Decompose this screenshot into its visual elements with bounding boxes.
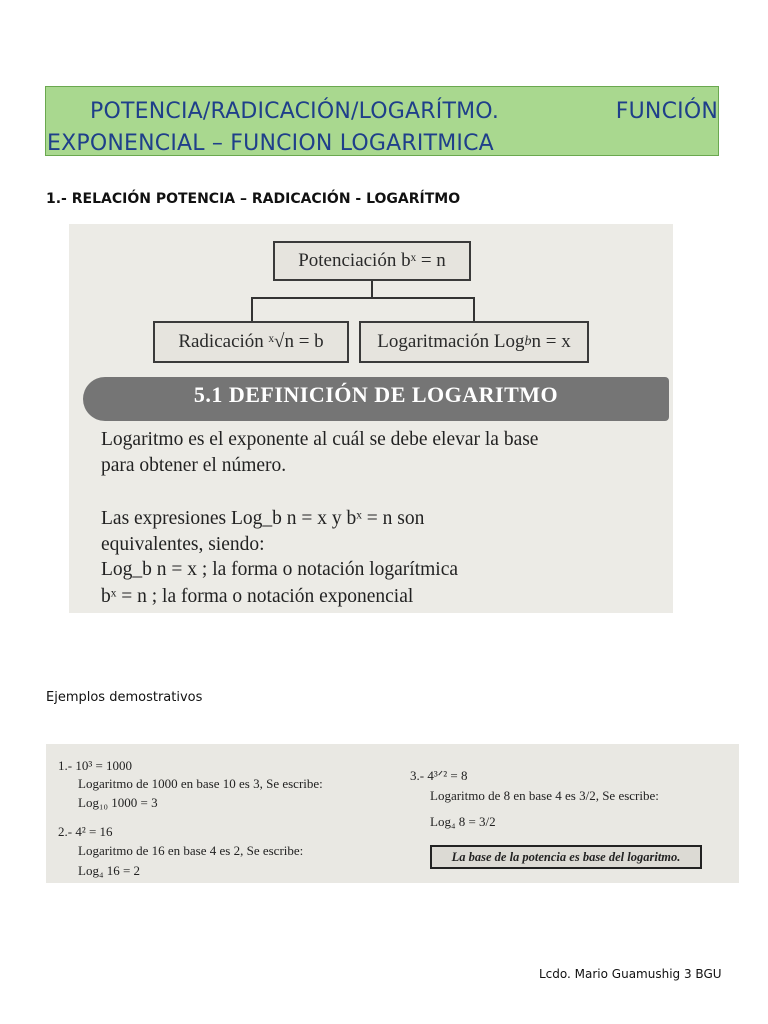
definition-line-3: Las expresiones Log_b n = x y bˣ = n son xyxy=(101,508,425,529)
definition-banner xyxy=(83,377,669,421)
title-part-right: FUNCIÓN xyxy=(615,99,718,124)
definition-line-6: bˣ = n ; la forma o notación exponencial xyxy=(101,586,414,607)
potenciacion-box: Potenciación bˣ = n xyxy=(273,241,471,281)
example-2-text: Logaritmo de 16 en base 4 es 2, Se escribe: xyxy=(78,843,304,858)
example-1-equation: 1.- 10³ = 1000 xyxy=(58,758,133,773)
definition-line-4: equivalentes, siendo: xyxy=(101,534,265,555)
base-note-box: La base de la potencia es base del logaritmo. xyxy=(430,845,702,869)
logaritmacion-base: b xyxy=(524,334,532,349)
section-heading: 1.- RELACIÓN POTENCIA – RADICACIÓN - LOGARÍTMO xyxy=(46,191,461,207)
example-1-log: Log₁₀ 1000 = 3 xyxy=(78,795,158,810)
definition-line-5: Log_b n = x ; la forma o notación logarítmica xyxy=(101,559,459,580)
radicacion-box: Radicación ˣ√n = b xyxy=(153,321,349,363)
definition-line-2: para obtener el número. xyxy=(101,455,287,476)
banner-title: 5.1 DEFINICIÓN DE LOGARITMO xyxy=(193,382,559,407)
examples-label: Ejemplos demostrativos xyxy=(46,690,203,705)
scanned-image-examples xyxy=(46,744,739,883)
connector-left xyxy=(251,297,253,321)
logaritmacion-label: Logaritmación Log xyxy=(377,331,525,352)
logaritmacion-tail: n = x xyxy=(531,331,571,352)
definition-line-1: Logaritmo es el exponente al cuál se debe elevar la base xyxy=(101,429,539,450)
connector-vertical xyxy=(371,281,373,298)
example-3-log: Log₄ 8 = 3/2 xyxy=(430,814,496,829)
example-3-equation: 3.- 4³ᐟ² = 8 xyxy=(410,768,468,783)
example-3-text: Logaritmo de 8 en base 4 es 3/2, Se escribe: xyxy=(430,788,659,803)
example-1-text: Logaritmo de 1000 en base 10 es 3, Se escribe: xyxy=(78,776,323,791)
title-part-left: POTENCIA/RADICACIÓN/LOGARÍTMO. xyxy=(90,99,500,124)
example-2-equation: 2.- 4² = 16 xyxy=(58,824,113,839)
title-box xyxy=(45,86,719,156)
footer-author: Lcdo. Mario Guamushig 3 BGU xyxy=(539,967,722,981)
example-2-log: Log₄ 16 = 2 xyxy=(78,863,141,878)
logaritmacion-box xyxy=(359,321,589,363)
title-line-2: EXPONENCIAL – FUNCION LOGARITMICA xyxy=(47,131,494,156)
connector-right xyxy=(473,297,475,321)
scanned-image-definition xyxy=(69,224,673,613)
connector-horizontal xyxy=(251,297,475,299)
